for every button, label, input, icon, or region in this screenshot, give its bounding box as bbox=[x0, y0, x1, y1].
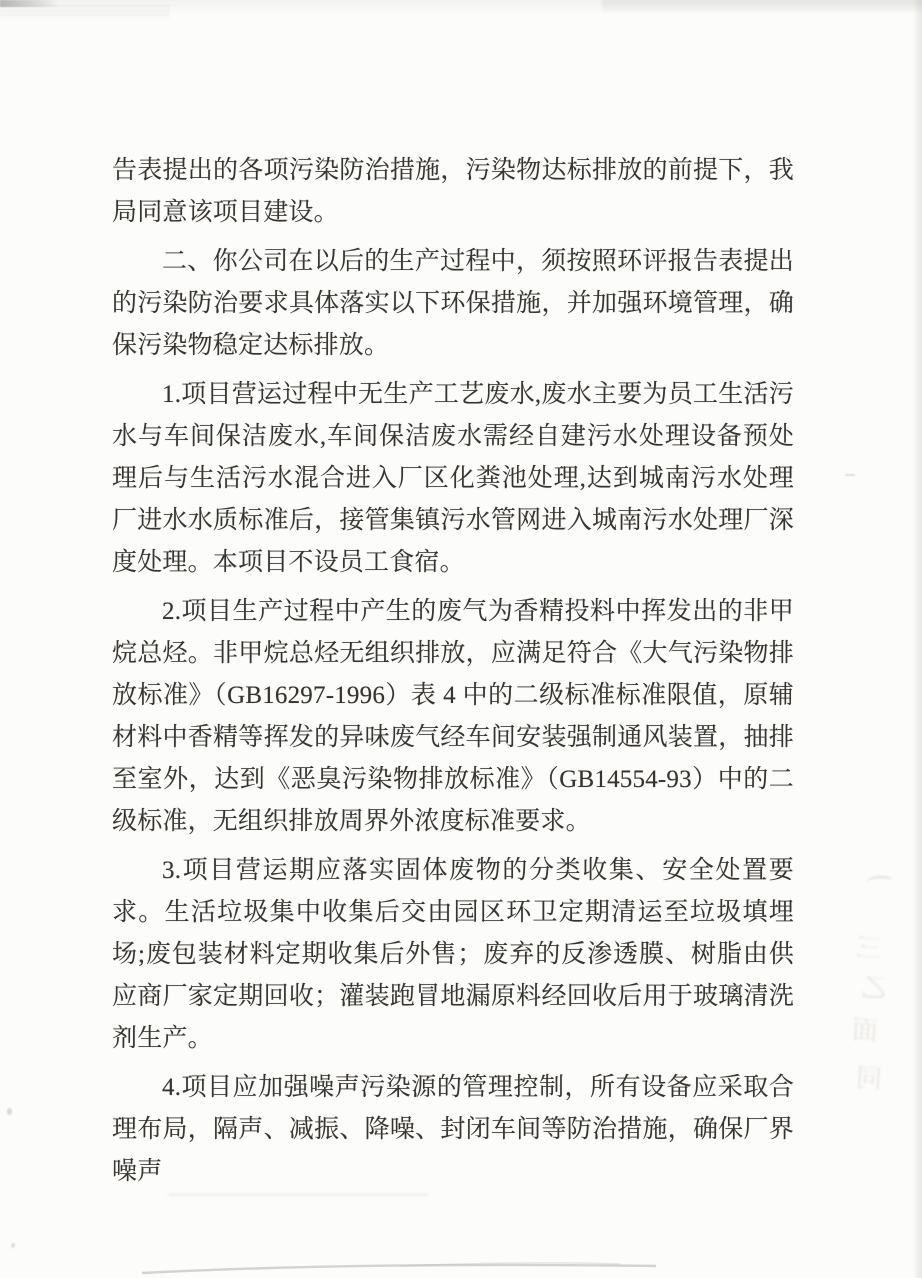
bleed-through-mark bbox=[866, 876, 892, 888]
paragraph-item-1-wastewater: 1.项目营运过程中无生产工艺废水,废水主要为员工生活污水与车间保洁废水,车间保洁废水需经自建污水处理设备预处理后与生活污水混合进入厂区化粪池处理,达到城南污水处理厂进水水质标准后，接管集镇污水管网进入城南污水处理厂深度处理。本项目不设员工食宿。 bbox=[112, 381, 794, 576]
scan-streaks-top-left bbox=[0, 5, 170, 19]
paragraph-item-3-solid-waste: 3.项目营运期应落实固体废物的分类收集、安全处置要求。生活垃圾集中收集后交由园区环卫定期清运至垃圾填埋场;废包装材料定期收集后外售；废弃的反渗透膜、树脂由供应商厂家定期回收；灌装跑冒地漏原料经回收后用于玻璃清洗剂生产。 bbox=[112, 857, 794, 1052]
bleed-through-mark: 同 bbox=[854, 1063, 883, 1094]
bleed-through-mark: 乙 bbox=[859, 973, 888, 1004]
scan-shadow-top-left-corner bbox=[0, 0, 58, 7]
scan-shadow-top-right bbox=[602, 0, 922, 14]
paragraph-item-4-noise: 4.项目应加强噪声污染源的管理控制，所有设备应采取合理布局，隔声、减振、降噪、封闭车间等防治措施，确保厂界噪声 bbox=[112, 1074, 794, 1185]
paper-edge-shadow-right bbox=[913, 0, 922, 1278]
bleed-through-mark: 三 bbox=[854, 933, 883, 964]
scan-speck bbox=[845, 474, 855, 476]
paragraph-intro-continuation: 告表提出的各项污染防治措施，污染物达标排放的前提下，我局同意该项目建设。 bbox=[112, 157, 794, 226]
paragraph-item-2-waste-gas: 2.项目生产过程中产生的废气为香精投料中挥发出的非甲烷总烃。非甲烷总烃无组织排放，应满足符合《大气污染物排放标准》（GB16297-1996）表 4 中的二级标准标准限值，原辅材料中香精等挥发的异味废气经车间安装强制通风装置，抽排至室外，达到《恶臭污染物排放标准》（GB14554-93）中的二级标准，无组织排放周界外浓度标准要求。 bbox=[112, 598, 794, 835]
page-curl-line-bottom bbox=[100, 1252, 720, 1278]
scan-speck bbox=[11, 1243, 15, 1248]
scan-speck bbox=[7, 1108, 12, 1115]
document-body-text bbox=[112, 150, 794, 1200]
bleed-through-mark: 面 bbox=[850, 1015, 879, 1046]
paragraph-section-2: 二、你公司在以后的生产过程中，须按照环评报告表提出的污染防治要求具体落实以下环保措施，并加强环境管理，确保污染物稳定达标排放。 bbox=[112, 248, 794, 359]
